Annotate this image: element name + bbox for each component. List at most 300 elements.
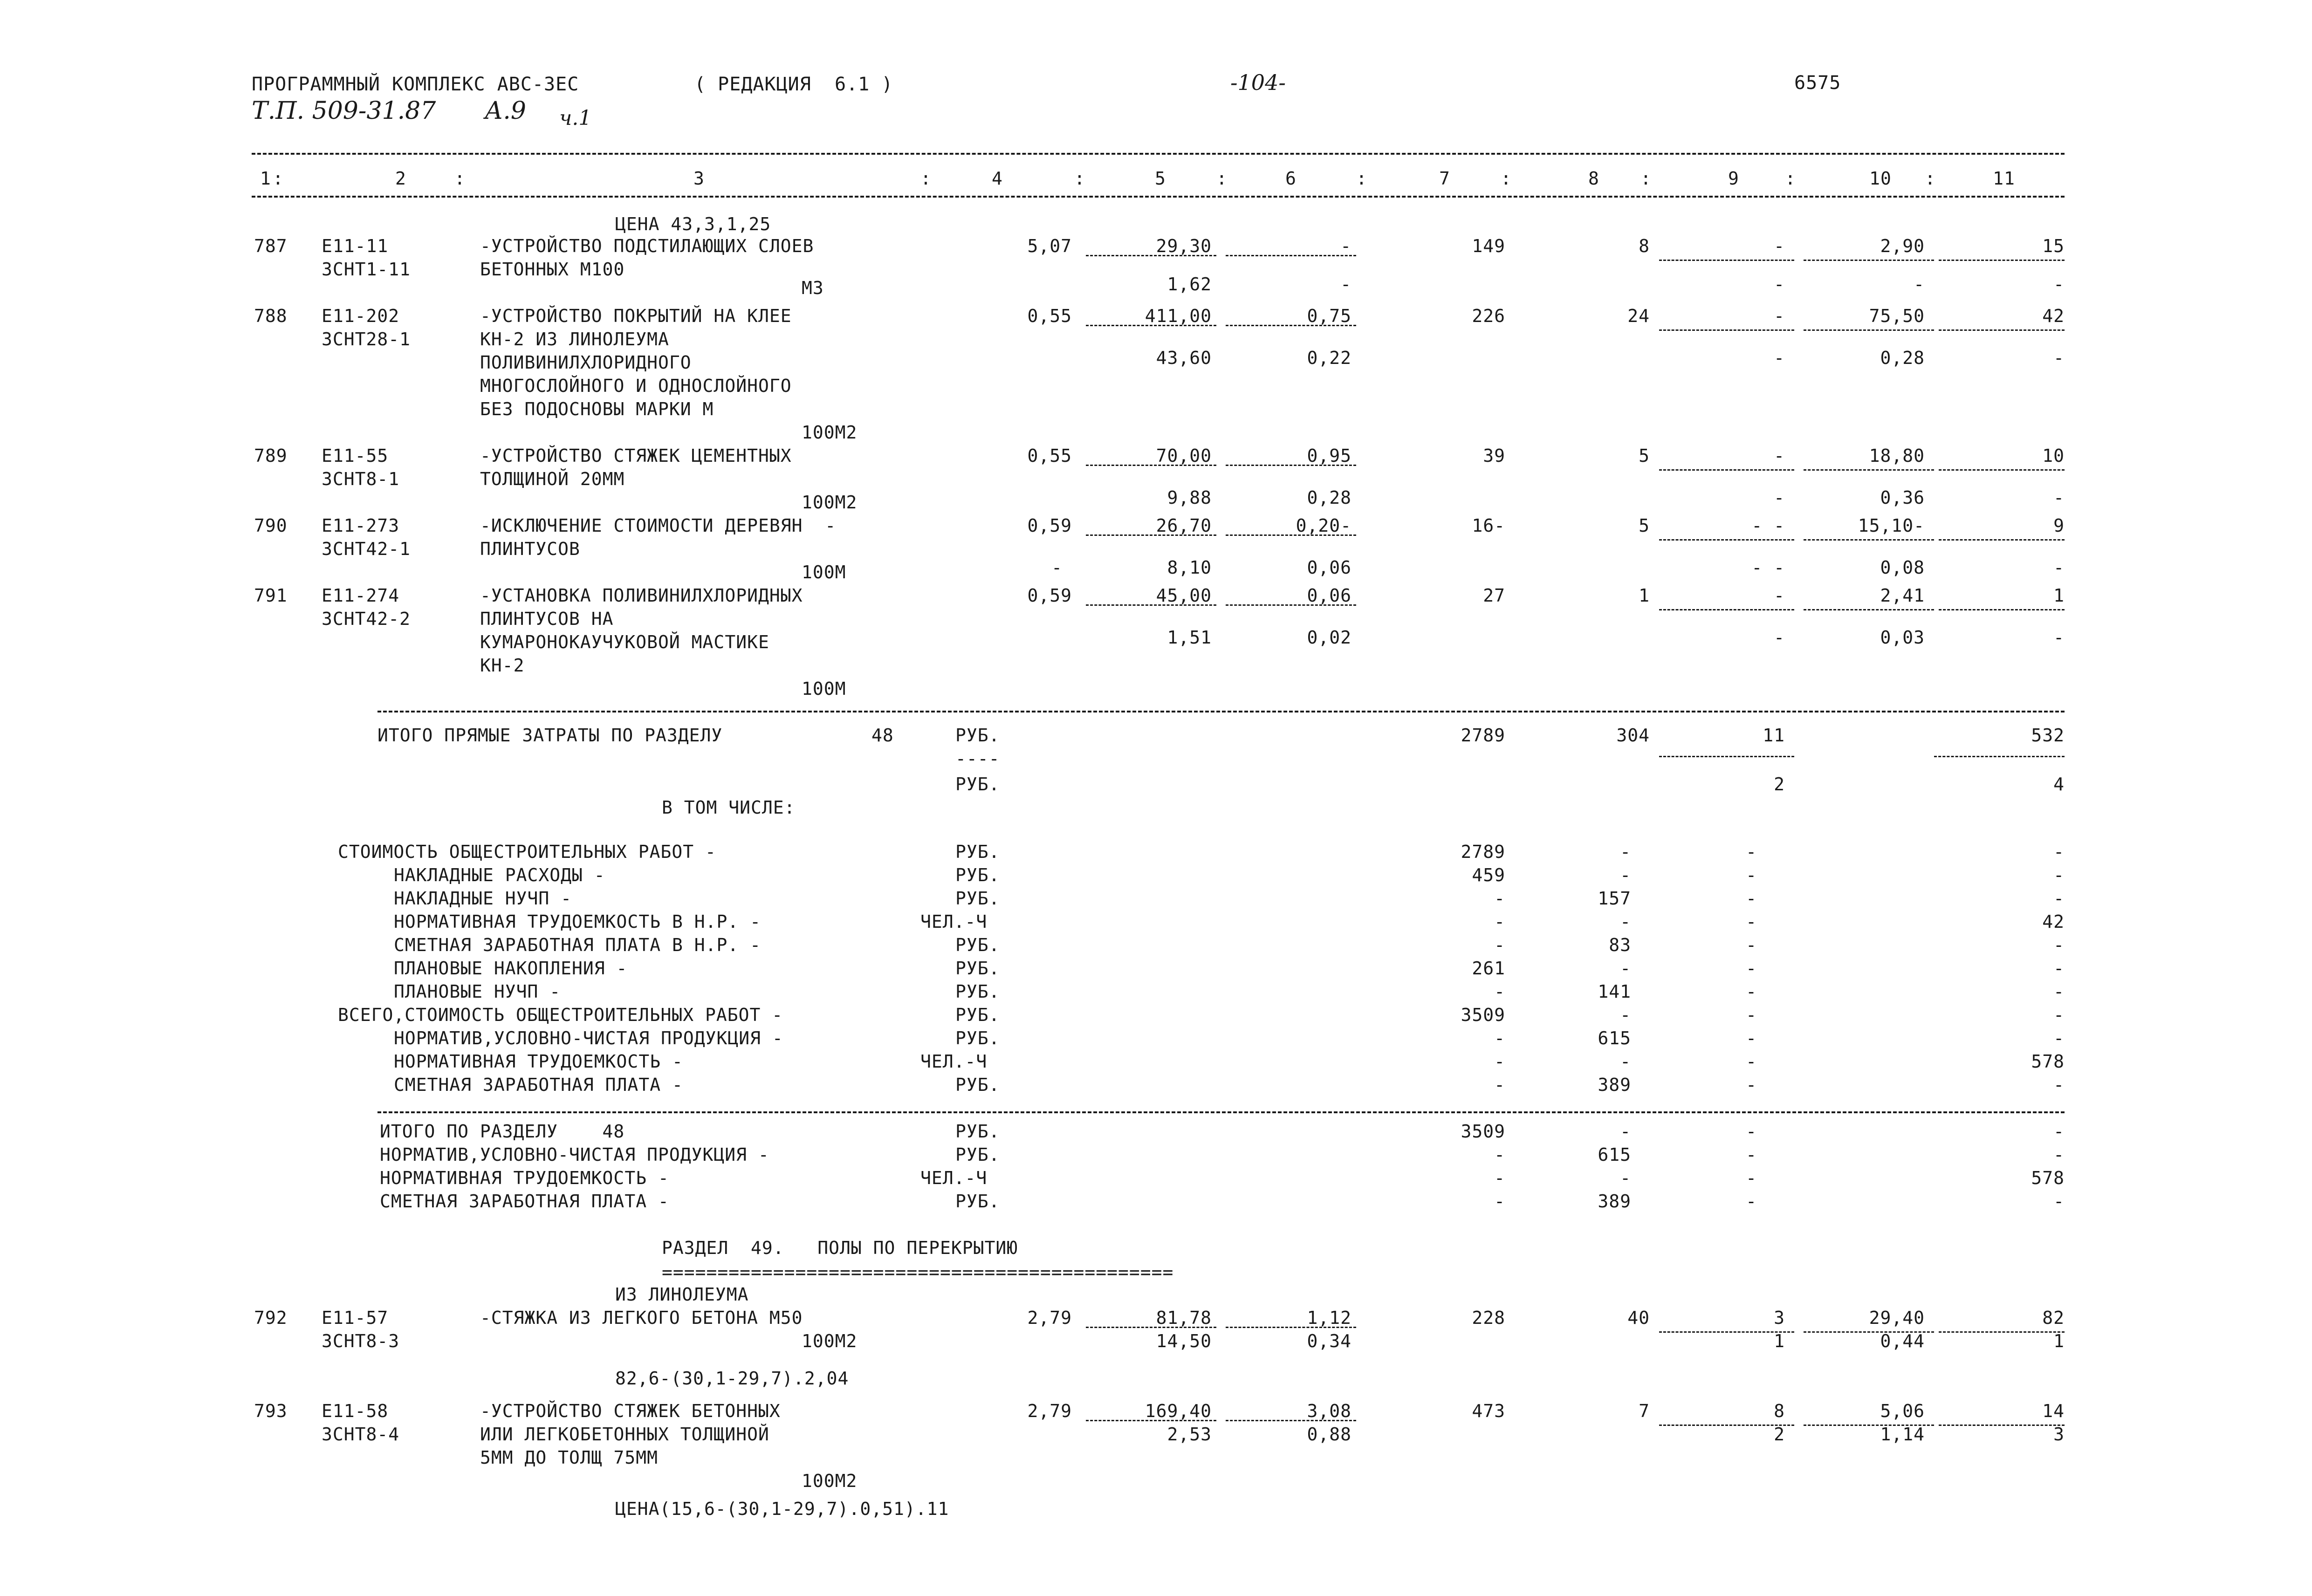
entry-col9-b: - [1774,274,1785,295]
entry-description-line: -СТЯЖКА ИЗ ЛЕГКОГО БЕТОНА М50 [480,1308,803,1328]
entry-col11-divider [1939,469,2065,471]
breakdown-col7: - [1494,1028,1505,1048]
entry-quantity-b: - [1051,557,1063,578]
breakdown-col8: - [1620,1121,1631,1142]
entry-description-line: КН-2 ИЗ ЛИНОЛЕУМА [480,329,669,349]
column-header-11: 11 [1993,168,2015,189]
entry-col10-b: 0,44 [1880,1331,1925,1351]
entry-quantity: 0,55 [1027,445,1072,466]
entry-price-note: ЦЕНА(15,6-(30,1-29,7).0,51).11 [615,1499,949,1519]
entry-col5-divider [1086,465,1216,466]
breakdown-col9: - [1746,1028,1757,1048]
entry-unit: 100М2 [802,1331,858,1351]
entry-col11-b: - [2053,627,2065,648]
breakdown-label: СМЕТНАЯ ЗАРАБОТНАЯ ПЛАТА - [394,1075,683,1095]
breakdown-col8: 389 [1598,1191,1631,1212]
entry-col11-b: - [2053,557,2065,578]
entry-col9: 8 [1774,1401,1785,1421]
entry-col6-wages: 0,02 [1307,627,1352,648]
breakdown-label: НОРМАТИВНАЯ ТРУДОЕМКОСТЬ - [380,1168,669,1188]
entry-col11-divider [1939,539,2065,541]
entry-col11: 42 [2042,306,2065,326]
section-total-col9: 11 [1763,725,1785,746]
entry-col9-divider [1659,609,1794,610]
breakdown-unit: РУБ. [955,1005,1000,1025]
section-total-col11: 532 [2031,725,2065,746]
breakdown-col7: - [1494,911,1505,932]
entry-quantity: 5,07 [1027,236,1072,256]
breakdown-unit: РУБ. [955,935,1000,955]
entry-col5-total: 411,00 [1145,306,1212,326]
breakdown-unit: РУБ. [955,888,1000,909]
entry-col8: 5 [1639,515,1650,536]
section-total-col9-b: 2 [1774,774,1785,795]
entry-col5-divider [1086,325,1216,326]
breakdown-col11: - [2053,935,2065,955]
entry-quantity: 0,59 [1027,515,1072,536]
entry-quantity: 0,59 [1027,585,1072,606]
breakdown-label: НОРМАТИВ,УСЛОВНО-ЧИСТАЯ ПРОДУКЦИЯ - [394,1028,783,1048]
entry-col6-divider [1226,465,1356,466]
breakdown-unit: РУБ. [955,1191,1000,1212]
entry-col6-total: 0,20- [1296,515,1352,536]
breakdown-unit: ЧЕЛ.-Ч [920,1051,988,1072]
breakdown-col9: - [1746,935,1757,955]
breakdown-col7: - [1494,1168,1505,1188]
entry-description-line: БЕТОННЫХ М100 [480,259,625,280]
entry-description-line: БЕЗ ПОДОСНОВЫ МАРКИ М [480,399,714,419]
breakdown-label: НАКЛАДНЫЕ НУЧП - [394,888,572,909]
program-title: ПРОГРАММНЫЙ КОМПЛЕКС АВС-3ЕС [252,74,579,95]
breakdown-unit: РУБ. [955,1144,1000,1165]
entry-number: 789 [254,445,288,466]
entry-col10-b: 0,28 [1880,348,1925,368]
entry-number: 792 [254,1308,288,1328]
breakdown-col11: - [2053,1005,2065,1025]
column-separator: : [1640,168,1652,189]
entry-col10-divider [1804,539,1934,541]
breakdown-unit: РУБ. [955,842,1000,862]
entry-col11-b: - [2053,487,2065,508]
breakdown-label: ВСЕГО,СТОИМОСТЬ ОБЩЕСТРОИТЕЛЬНЫХ РАБОТ - [338,1005,783,1025]
rule-section-total [377,711,2065,712]
entry-col6-total: - [1340,236,1352,256]
breakdown-label: НОРМАТИВНАЯ ТРУДОЕМКОСТЬ В Н.Р. - [394,911,761,932]
entry-description-line: КН-2 [480,655,525,676]
entry-col6-total: 0,06 [1307,585,1352,606]
entry-col5-total: 169,40 [1145,1401,1212,1421]
breakdown-col11: - [2053,1121,2065,1142]
breakdown-col8: 615 [1598,1144,1631,1165]
section-total-unit: РУБ. [955,725,1000,746]
breakdown-label: НОРМАТИВНАЯ ТРУДОЕМКОСТЬ - [394,1051,683,1072]
column-separator: : [920,168,932,189]
entry-col10: 2,90 [1880,236,1925,256]
entry-col9-b: - [1774,627,1785,648]
column-separator: : [273,168,284,189]
entry-price-note: 82,6-(30,1-29,7).2,04 [615,1368,849,1389]
section-total-col7: 2789 [1461,725,1505,746]
section-total-col11-divider [1934,756,2065,757]
entry-col10-divider [1804,609,1934,610]
entry-col11-divider [1939,260,2065,261]
breakdown-col7: 3509 [1461,1121,1505,1142]
breakdown-col9: - [1746,1191,1757,1212]
entry-col11: 82 [2042,1308,2065,1328]
entry-description-line: ИЛИ ЛЕГКОБЕТОННЫХ ТОЛЩИНОЙ [480,1424,769,1445]
entry-col5-divider [1086,1420,1216,1421]
entry-col9: - [1774,445,1785,466]
entry-subcode: ЗСНТ28-1 [322,329,411,349]
breakdown-col7: - [1494,935,1505,955]
column-separator: : [454,168,466,189]
breakdown-col8: 157 [1598,888,1631,909]
section-49-title: РАЗДЕЛ 49. ПОЛЫ ПО ПЕРЕКРЫТИЮ [662,1238,1018,1258]
entry-description-line: -УСТАНОВКА ПОЛИВИНИЛХЛОРИДНЫХ [480,585,803,606]
entry-col10-divider [1804,469,1934,471]
entry-col10-b: 0,08 [1880,557,1925,578]
entry-col11-b: - [2053,274,2065,295]
column-header-8: 8 [1588,168,1599,189]
entry-col10: 5,06 [1880,1401,1925,1421]
breakdown-col11: 578 [2031,1051,2065,1072]
breakdown-col8: - [1620,911,1631,932]
section-49-underline: ============================================== [662,1262,1174,1282]
entry-col8: 24 [1627,306,1650,326]
section-total-number: 48 [871,725,894,746]
breakdown-col11: 42 [2042,911,2065,932]
breakdown-col7: 261 [1472,958,1505,979]
breakdown-unit: РУБ. [955,1121,1000,1142]
entry-col6-divider [1226,255,1356,256]
entry-col9-b: - [1774,487,1785,508]
entry-col5-total: 70,00 [1156,445,1212,466]
entry-col11: 15 [2042,236,2065,256]
breakdown-unit: РУБ. [955,958,1000,979]
entry-col5-total: 29,30 [1156,236,1212,256]
edition-label: ( РЕДАКЦИЯ 6.1 ) [694,74,893,95]
breakdown-col7: - [1494,1051,1505,1072]
breakdown-col11: - [2053,865,2065,885]
entry-col8: 7 [1639,1401,1650,1421]
entry-subcode: ЗСНТ8-4 [322,1424,400,1445]
handwritten-album: А.9 [485,97,526,125]
entry-unit: 100М2 [802,1471,858,1491]
entry-subcode: ЗСНТ8-3 [322,1331,400,1351]
rule-breakdown-bottom [377,1111,2065,1113]
breakdown-label: СМЕТНАЯ ЗАРАБОТНАЯ ПЛАТА В Н.Р. - [394,935,761,955]
breakdown-col11: - [2053,1075,2065,1095]
entry-col6-divider [1226,604,1356,606]
entry-col6-divider [1226,1327,1356,1328]
section-total-unit-divider: ---- [955,748,1000,769]
breakdown-col9: - [1746,911,1757,932]
entry-description-line: -УСТРОЙСТВО ПОДСТИЛАЮЩИХ СЛОЕВ [480,236,814,256]
entry-number: 791 [254,585,288,606]
section-49-subtitle: ИЗ ЛИНОЛЕУМА [615,1284,749,1305]
entry-col9: 3 [1774,1308,1785,1328]
entry-code: Е11-202 [322,306,400,326]
breakdown-label: ПЛАНОВЫЕ НАКОПЛЕНИЯ - [394,958,628,979]
entry-col7: 149 [1472,236,1505,256]
column-header-5: 5 [1155,168,1166,189]
entry-col10-divider [1804,260,1934,261]
breakdown-col8: 615 [1598,1028,1631,1048]
entry-quantity: 0,55 [1027,306,1072,326]
column-header-3: 3 [693,168,705,189]
entry-description-line: -УСТРОЙСТВО СТЯЖЕК БЕТОННЫХ [480,1401,781,1421]
breakdown-col9: - [1746,888,1757,909]
entry-col9-b: - - [1751,557,1785,578]
entry-col10: 2,41 [1880,585,1925,606]
entry-description-line: 5ММ ДО ТОЛЩ 75ММ [480,1447,659,1468]
rule-header-bottom [252,196,2065,198]
entry-description-line: ПЛИНТУСОВ [480,539,580,559]
entry-col11: 10 [2042,445,2065,466]
entry-col6-wages: 0,22 [1307,348,1352,368]
breakdown-col8: - [1620,958,1631,979]
breakdown-col11: - [2053,1028,2065,1048]
breakdown-col8: - [1620,1051,1631,1072]
breakdown-unit: РУБ. [955,865,1000,885]
breakdown-label: СТОИМОСТЬ ОБЩЕСТРОИТЕЛЬНЫХ РАБОТ - [338,842,716,862]
breakdown-unit: ЧЕЛ.-Ч [920,911,988,932]
entry-col5-total: 45,00 [1156,585,1212,606]
entry-number: 788 [254,306,288,326]
entry-col5-wages: 1,62 [1167,274,1212,295]
breakdown-col8: 141 [1598,981,1631,1002]
entry-description-line: -УСТРОЙСТВО СТЯЖЕК ЦЕМЕНТНЫХ [480,445,792,466]
rule-top [252,153,2065,155]
breakdown-col7: - [1494,1075,1505,1095]
entry-description-line: -УСТРОЙСТВО ПОКРЫТИЙ НА КЛЕЕ [480,306,792,326]
breakdown-col11: - [2053,842,2065,862]
entry-number: 793 [254,1401,288,1421]
entry-col11: 14 [2042,1401,2065,1421]
entry-col7: 27 [1483,585,1505,606]
section-total-col9-divider [1659,756,1794,757]
entry-col9-divider [1659,539,1794,541]
breakdown-col9: - [1746,981,1757,1002]
column-separator: : [1785,168,1796,189]
entry-col6-divider [1226,1420,1356,1421]
breakdown-col7: 3509 [1461,1005,1505,1025]
breakdown-label: НОРМАТИВ,УСЛОВНО-ЧИСТАЯ ПРОДУКЦИЯ - [380,1144,769,1165]
entry-col5-wages: 43,60 [1156,348,1212,368]
entry-col6-wages: 0,88 [1307,1424,1352,1445]
entry-col5-divider [1086,255,1216,256]
column-header-1: 1 [260,168,271,189]
column-header-10: 10 [1869,168,1892,189]
section-total-unit-2: РУБ. [955,774,1000,795]
column-separator: : [1501,168,1512,189]
entry-col5-total: 26,70 [1156,515,1212,536]
breakdown-col9: - [1746,1168,1757,1188]
handwritten-part: ч.1 [559,106,592,130]
section-total-col8: 304 [1616,725,1650,746]
entry-col10-divider [1804,329,1934,331]
entry-col11: 1 [2053,585,2065,606]
entry-col5-divider [1086,1327,1216,1328]
entry-col6-wages: - [1340,274,1352,295]
entry-col9-b: 2 [1774,1424,1785,1445]
breakdown-col7: - [1494,888,1505,909]
entry-code: Е11-11 [322,236,389,256]
entry-quantity: 2,79 [1027,1401,1072,1421]
entry-col7: 16- [1472,515,1505,536]
column-header-9: 9 [1728,168,1739,189]
entry-code: Е11-58 [322,1401,389,1421]
column-header-4: 4 [992,168,1003,189]
section-total-label: ИТОГО ПРЯМЫЕ ЗАТРАТЫ ПО РАЗДЕЛУ [377,725,723,746]
entry-col9: - [1774,236,1785,256]
breakdown-label: ПЛАНОВЫЕ НУЧП - [394,981,561,1002]
breakdown-col9: - [1746,842,1757,862]
entry-description-line: ТОЛЩИНОЙ 20ММ [480,469,625,489]
entry-quantity: 2,79 [1027,1308,1072,1328]
entry-col5-divider [1086,604,1216,606]
breakdown-col7: 459 [1472,865,1505,885]
entry-col8: 40 [1627,1308,1650,1328]
entry-col11-b: - [2053,348,2065,368]
entry-code: Е11-273 [322,515,400,536]
entry-col9-divider [1659,260,1794,261]
breakdown-label: НАКЛАДНЫЕ РАСХОДЫ - [394,865,605,885]
entry-col6-wages: 0,28 [1307,487,1352,508]
entry-code: Е11-274 [322,585,400,606]
entry-col5-wages: 2,53 [1167,1424,1212,1445]
entry-col10-b: 1,14 [1880,1424,1925,1445]
entry-col6-divider [1226,325,1356,326]
breakdown-col8: 83 [1609,935,1631,955]
breakdown-col8: - [1620,842,1631,862]
entry-col11-b: 3 [2053,1424,2065,1445]
entry-col11: 9 [2053,515,2065,536]
section-total-col11-b: 4 [2053,774,2065,795]
entry-col9-b: - [1774,348,1785,368]
entry-col10: 75,50 [1869,306,1925,326]
entry-col7: 473 [1472,1401,1505,1421]
column-header-2: 2 [395,168,406,189]
including-label: В ТОМ ЧИСЛЕ: [662,797,796,818]
entry-subcode: ЗСНТ42-2 [322,609,411,629]
breakdown-col9: - [1746,1075,1757,1095]
breakdown-col8: - [1620,1168,1631,1188]
entry-description-line: КУМАРОНОКАУЧУКОВОЙ МАСТИКЕ [480,632,769,652]
breakdown-col9: - [1746,865,1757,885]
column-separator: : [1074,168,1085,189]
entry-col10: 18,80 [1869,445,1925,466]
entry-unit: 100М2 [802,492,858,513]
entry-subcode: ЗСНТ8-1 [322,469,400,489]
entry-col5-wages: 14,50 [1156,1331,1212,1351]
entry-description-line: ПЛИНТУСОВ НА [480,609,614,629]
entry-subcode: ЗСНТ1-11 [322,259,411,280]
breakdown-unit: РУБ. [955,981,1000,1002]
breakdown-col11: - [2053,1191,2065,1212]
entry-col7: 228 [1472,1308,1505,1328]
entry-col5-wages: 9,88 [1167,487,1212,508]
entry-col7: 39 [1483,445,1505,466]
breakdown-col7: - [1494,981,1505,1002]
sheet-code: 6575 [1794,72,1841,94]
entry-col10-b: - [1914,274,1925,295]
entry-col9-b: 1 [1774,1331,1785,1351]
entry-col5-wages: 1,51 [1167,627,1212,648]
entry-col6-total: 0,95 [1307,445,1352,466]
entry-col8: 1 [1639,585,1650,606]
entry-unit: 100М [802,562,846,582]
entry-col5-divider [1086,534,1216,536]
entry-description-line: -ИСКЛЮЧЕНИЕ СТОИМОСТИ ДЕРЕВЯН - [480,515,837,536]
entry-col9-divider [1659,469,1794,471]
breakdown-unit: РУБ. [955,1028,1000,1048]
breakdown-col9: - [1746,958,1757,979]
breakdown-col8: - [1620,865,1631,885]
column-separator: : [1216,168,1228,189]
entry-col5-wages: 8,10 [1167,557,1212,578]
entry-col10-b: 0,03 [1880,627,1925,648]
price-note-top: ЦЕНА 43,3,1,25 [615,214,771,234]
breakdown-col8: 389 [1598,1075,1631,1095]
breakdown-label: СМЕТНАЯ ЗАРАБОТНАЯ ПЛАТА - [380,1191,669,1212]
entry-col6-total: 0,75 [1307,306,1352,326]
entry-description-line: ПОЛИВИНИЛХЛОРИДНОГО [480,352,692,373]
entry-col7: 226 [1472,306,1505,326]
breakdown-col9: - [1746,1144,1757,1165]
breakdown-col11: - [2053,981,2065,1002]
page-number: -104- [1230,70,1286,95]
breakdown-col9: - [1746,1005,1757,1025]
column-separator: : [1356,168,1367,189]
breakdown-col9: - [1746,1121,1757,1142]
handwritten-project-ref: Т.П. 509-31.87 [252,97,436,125]
entry-col10-b: 0,36 [1880,487,1925,508]
entry-col6-divider [1226,534,1356,536]
breakdown-label: ИТОГО ПО РАЗДЕЛУ 48 [380,1121,625,1142]
entry-col9: - [1774,306,1785,326]
entry-col5-total: 81,78 [1156,1308,1212,1328]
breakdown-col7: - [1494,1144,1505,1165]
entry-unit: 100М2 [802,422,858,443]
entry-col8: 5 [1639,445,1650,466]
entry-code: Е11-57 [322,1308,389,1328]
entry-col6-wages: 0,34 [1307,1331,1352,1351]
breakdown-col11: 578 [2031,1168,2065,1188]
breakdown-col7: 2789 [1461,842,1505,862]
entry-col9-divider [1659,329,1794,331]
entry-unit: 100М [802,678,846,699]
entry-col8: 8 [1639,236,1650,256]
entry-col6-wages: 0,06 [1307,557,1352,578]
entry-col6-total: 1,12 [1307,1308,1352,1328]
entry-col9: - - [1751,515,1785,536]
column-header-6: 6 [1285,168,1297,189]
entry-col11-b: 1 [2053,1331,2065,1351]
entry-number: 790 [254,515,288,536]
entry-col6-total: 3,08 [1307,1401,1352,1421]
breakdown-col11: - [2053,888,2065,909]
entry-subcode: ЗСНТ42-1 [322,539,411,559]
entry-col9: - [1774,585,1785,606]
entry-col10: 15,10- [1858,515,1925,536]
breakdown-col7: - [1494,1191,1505,1212]
entry-col11-divider [1939,329,2065,331]
column-separator: : [1925,168,1936,189]
entry-number: 787 [254,236,288,256]
breakdown-col8: - [1620,1005,1631,1025]
entry-description-line: МНОГОСЛОЙНОГО И ОДНОСЛОЙНОГО [480,376,792,396]
